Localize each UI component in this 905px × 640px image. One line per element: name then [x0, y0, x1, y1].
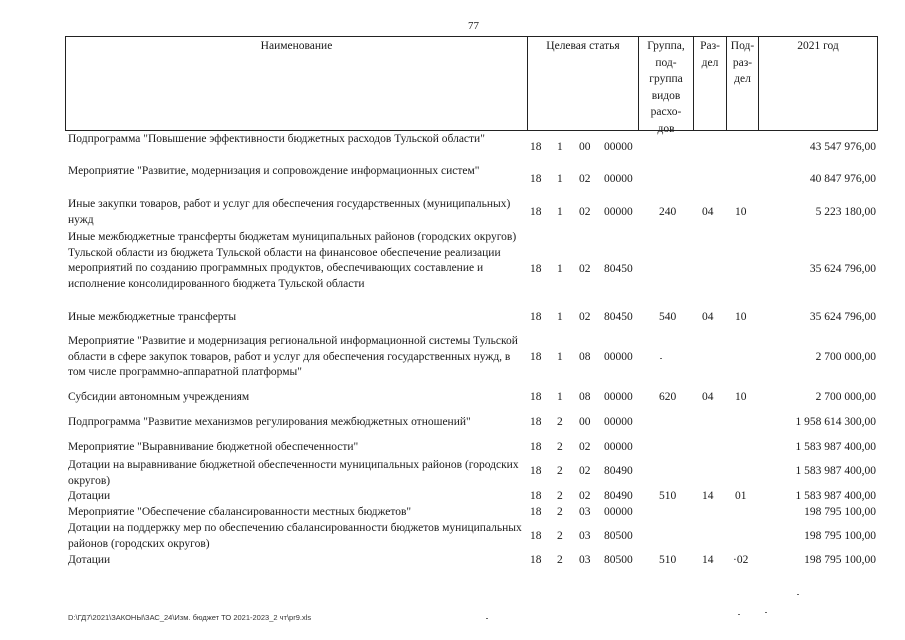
- header-section-line: Раз-: [700, 40, 720, 52]
- row-name: Дотации: [68, 490, 111, 502]
- row-code-4: 00000: [604, 206, 633, 218]
- row-amount: 2 700 000,00: [815, 391, 876, 403]
- row-amount: 1 583 987 400,00: [795, 465, 876, 477]
- row-code-4: 80490: [604, 465, 633, 477]
- row-amount: 198 795 100,00: [804, 554, 876, 566]
- row-code-3: 02: [579, 311, 591, 323]
- header-group-line: расхо-: [650, 106, 682, 118]
- row-code-2: 1: [557, 311, 563, 323]
- row-subsection: 10: [735, 206, 747, 218]
- row-section: 04: [702, 391, 714, 403]
- scan-speck: [765, 612, 767, 613]
- row-code-4: 80500: [604, 554, 633, 566]
- row-code-2: 2: [557, 554, 563, 566]
- row-group: 540: [659, 311, 677, 323]
- row-amount: 2 700 000,00: [815, 351, 876, 363]
- row-code-2: 2: [557, 490, 563, 502]
- header-group-line: дов: [657, 122, 675, 135]
- header-group-line: под-: [655, 56, 677, 69]
- row-code-2: 2: [557, 441, 563, 453]
- row-name: Мероприятие "Развитие и модернизация региональной информационной системы Тульской области в сфере закупок товаров, работ и услуг для обеспечения государственных нужд, в том числе программно-аппаратной платформы": [68, 335, 518, 378]
- row-amount: 43 547 976,00: [809, 141, 876, 153]
- row-name: Подпрограмма "Развитие механизмов регулирования межбюджетных отношений": [68, 416, 471, 428]
- row-subsection: ·02: [733, 554, 749, 566]
- scan-speck: [660, 358, 662, 359]
- row-subsection: 10: [735, 391, 747, 403]
- row-code-4: 00000: [604, 351, 633, 363]
- row-code-3: 03: [579, 530, 591, 542]
- row-code-1: 18: [530, 416, 542, 428]
- row-code-1: 18: [530, 554, 542, 566]
- row-name: Субсидии автономным учреждениям: [68, 391, 250, 403]
- row-code-2: 1: [557, 351, 563, 363]
- row-code-2: 1: [557, 141, 563, 153]
- row-code-2: 2: [557, 465, 563, 477]
- row-section: 04: [702, 206, 714, 218]
- row-code-3: 03: [579, 506, 591, 518]
- row-code-3: 02: [579, 206, 591, 218]
- row-section: 14: [702, 554, 714, 566]
- row-code-3: 02: [579, 465, 591, 477]
- row-name: Иные закупки товаров, работ и услуг для обеспечения государственных (муниципальных) нужд: [68, 198, 511, 226]
- row-amount: 40 847 976,00: [809, 173, 876, 185]
- row-code-1: 18: [530, 391, 542, 403]
- row-code-2: 1: [557, 206, 563, 218]
- row-name: Иные межбюджетные трансферты бюджетам муниципальных районов (городских округов) Тульской области из бюджета Тульской области на финансовое обеспечение реализации мероприятий по созданию программных продуктов, обеспечивающих составление и исполнение консолидированного бюджета Тульской области: [68, 231, 517, 290]
- row-code-1: 18: [530, 441, 542, 453]
- row-code-1: 18: [530, 141, 542, 153]
- row-subsection: 10: [735, 311, 747, 323]
- row-amount: 5 223 180,00: [815, 206, 876, 218]
- row-name: Мероприятие "Развитие, модернизация и сопровождение информационных систем": [68, 165, 480, 177]
- scan-speck: [797, 594, 799, 595]
- row-code-2: 2: [557, 416, 563, 428]
- row-name: Дотации на выравнивание бюджетной обеспеченности муниципальных районов (городских округов): [68, 459, 519, 487]
- header-subsection-line: Под-: [730, 40, 755, 52]
- row-code-1: 18: [530, 173, 542, 185]
- row-code-1: 18: [530, 311, 542, 323]
- header-group-line: видов: [651, 89, 681, 102]
- header-subsection-line: раз-: [732, 56, 753, 69]
- file-path-footer: D:\ГД7\2021\ЗАКОНЫ\ЗАС_24\Изм. бюджет ТО 2021-2023_2 чт\pr9.xls: [68, 613, 312, 622]
- row-name: Подпрограмма "Повышение эффективности бюджетных расходов Тульской области": [68, 133, 485, 145]
- row-code-1: 18: [530, 506, 542, 518]
- row-code-2: 1: [557, 173, 563, 185]
- row-code-2: 2: [557, 506, 563, 518]
- row-code-4: 00000: [604, 141, 633, 153]
- row-code-3: 02: [579, 173, 591, 185]
- row-code-1: 18: [530, 465, 542, 477]
- row-code-4: 00000: [604, 391, 633, 403]
- page-number: 77: [468, 20, 479, 32]
- scan-speck: [738, 614, 740, 615]
- header-section-cell: [693, 36, 726, 131]
- header-target-cell: [527, 36, 638, 131]
- row-code-3: 00: [579, 141, 591, 153]
- row-code-2: 1: [557, 391, 563, 403]
- row-name: Дотации на поддержку мер по обеспечению сбалансированности бюджетов муниципальных районов (городских округов): [68, 522, 522, 550]
- row-name: Мероприятие "Выравнивание бюджетной обеспеченности": [68, 441, 359, 453]
- row-name: Иные межбюджетные трансферты: [68, 311, 237, 323]
- row-code-1: 18: [530, 530, 542, 542]
- row-code-3: 08: [579, 391, 591, 403]
- header-target: Целевая статья: [546, 40, 620, 52]
- row-code-4: 00000: [604, 173, 633, 185]
- row-section: 04: [702, 311, 714, 323]
- row-amount: 35 624 796,00: [809, 263, 876, 275]
- row-name: Мероприятие "Обеспечение сбалансированности местных бюджетов": [68, 506, 412, 518]
- row-code-3: 02: [579, 263, 591, 275]
- row-code-1: 18: [530, 490, 542, 502]
- row-code-2: 2: [557, 530, 563, 542]
- row-code-1: 18: [530, 351, 542, 363]
- row-code-3: 00: [579, 416, 591, 428]
- row-code-4: 00000: [604, 506, 633, 518]
- header-group-line: Группа,: [647, 40, 685, 52]
- header-name: Наименование: [260, 40, 333, 52]
- row-code-3: 02: [579, 441, 591, 453]
- row-group: 620: [659, 391, 677, 403]
- header-group-cell: [638, 36, 693, 135]
- scan-speck: [486, 618, 488, 619]
- row-amount: 1 583 987 400,00: [795, 441, 876, 453]
- row-section: 14: [702, 490, 714, 502]
- row-code-4: 00000: [604, 441, 633, 453]
- row-code-1: 18: [530, 206, 542, 218]
- row-name: Дотации: [68, 554, 111, 566]
- row-amount: 1 958 614 300,00: [795, 416, 876, 428]
- row-code-4: 80450: [604, 311, 633, 323]
- row-code-1: 18: [530, 263, 542, 275]
- row-code-4: 00000: [604, 416, 633, 428]
- header-year: 2021 год: [797, 40, 839, 52]
- header-year-cell: [758, 36, 878, 131]
- header-name-cell: [65, 36, 527, 131]
- row-code-4: 80450: [604, 263, 633, 275]
- row-amount: 1 583 987 400,00: [795, 490, 876, 502]
- row-code-4: 80500: [604, 530, 633, 542]
- row-code-3: 02: [579, 490, 591, 502]
- row-code-3: 08: [579, 351, 591, 363]
- row-code-2: 1: [557, 263, 563, 275]
- row-group: 240: [659, 206, 677, 218]
- row-code-3: 03: [579, 554, 591, 566]
- row-group: 510: [659, 490, 677, 502]
- row-code-4: 80490: [604, 490, 633, 502]
- header-subsection-line: дел: [734, 73, 751, 85]
- row-group: 510: [659, 554, 677, 566]
- row-subsection: 01: [735, 490, 747, 502]
- header-subsection-cell: [726, 36, 758, 131]
- row-amount: 35 624 796,00: [809, 311, 876, 323]
- row-amount: 198 795 100,00: [804, 506, 876, 518]
- header-group-line: группа: [649, 73, 683, 85]
- header-section-line: дел: [701, 56, 719, 69]
- row-amount: 198 795 100,00: [804, 530, 876, 542]
